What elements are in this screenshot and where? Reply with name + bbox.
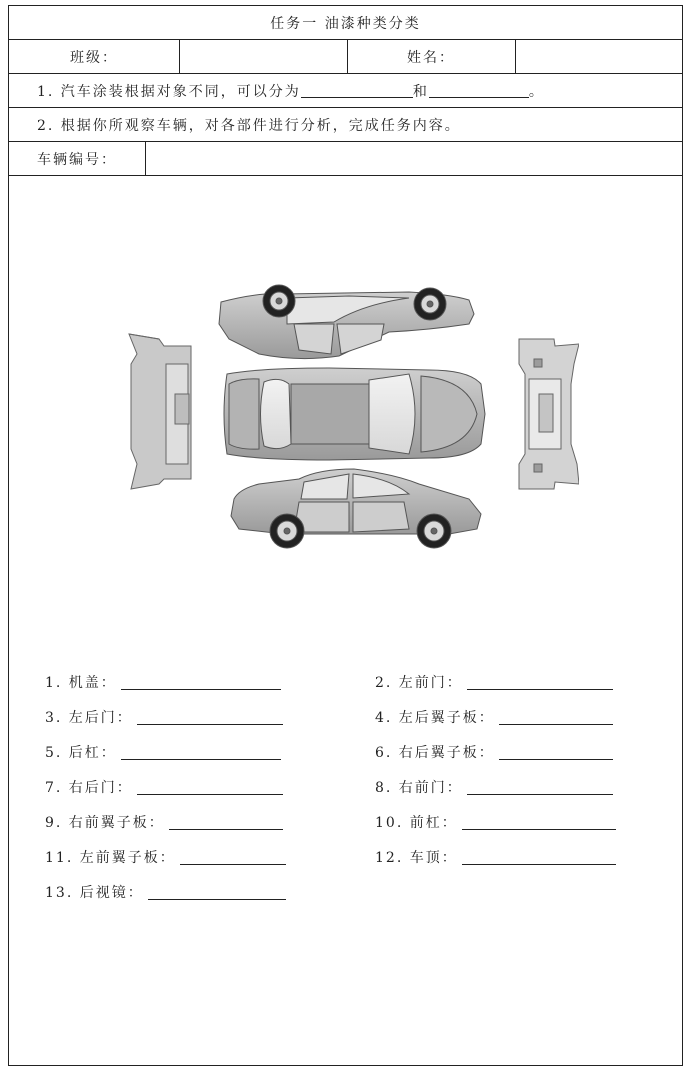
answer-blank-2[interactable] [429, 83, 529, 98]
part-item-8 [375, 777, 613, 797]
name-field[interactable] [515, 40, 682, 73]
answer-line[interactable] [121, 758, 281, 760]
worksheet [8, 5, 683, 1066]
question-1-middle: 和 [412, 83, 429, 100]
vehicle-row [9, 142, 682, 176]
question-1-row [9, 74, 682, 108]
page-title: 任务一 油漆种类分类 [270, 15, 421, 32]
car-top-view [224, 368, 485, 460]
part-label: 1. 机盖： [45, 675, 117, 691]
title-row [9, 6, 682, 40]
vehicle-number-field[interactable] [145, 142, 682, 175]
question-1 [37, 74, 682, 107]
part-item-3 [45, 707, 283, 727]
part-item-13 [45, 882, 286, 902]
answer-blank-1[interactable] [301, 83, 413, 98]
part-item-1 [45, 672, 281, 692]
answer-line[interactable] [467, 688, 613, 690]
answer-line[interactable] [169, 828, 283, 830]
answer-line[interactable] [148, 898, 286, 900]
question-2: 2. 根据你所观察车辆，对各部件进行分析，完成任务内容。 [37, 117, 461, 134]
question-1-suffix: 。 [528, 83, 545, 100]
answer-line[interactable] [121, 688, 281, 690]
answer-line[interactable] [462, 863, 616, 865]
question-1-prefix: 1. 汽车涂装根据对象不同，可以分为 [37, 83, 301, 100]
answer-line[interactable] [467, 793, 613, 795]
question-2-row [9, 108, 682, 142]
answer-line[interactable] [137, 793, 283, 795]
part-label: 3. 左后门： [45, 710, 133, 726]
part-label: 13. 后视镜： [45, 885, 144, 901]
class-label: 班级： [70, 49, 118, 66]
part-label: 5. 后杠： [45, 745, 117, 761]
class-field[interactable] [179, 40, 347, 73]
car-side-top [219, 285, 474, 359]
answer-line[interactable] [180, 863, 286, 865]
part-item-10 [375, 812, 616, 832]
part-item-6 [375, 742, 613, 762]
car-side-bottom [231, 469, 481, 548]
answer-line[interactable] [462, 828, 616, 830]
part-label: 12. 车顶： [375, 850, 458, 866]
part-item-12 [375, 847, 616, 867]
part-label: 8. 右前门： [375, 780, 463, 796]
part-item-11 [45, 847, 286, 867]
part-label: 11. 左前翼子板： [45, 850, 176, 866]
info-row [9, 40, 682, 74]
part-label: 6. 右后翼子板： [375, 745, 495, 761]
vehicle-number-label: 车辆编号： [37, 151, 117, 168]
name-label: 姓名： [407, 49, 455, 66]
part-label: 10. 前杠： [375, 815, 458, 831]
part-item-9 [45, 812, 283, 832]
part-item-4 [375, 707, 613, 727]
part-label: 2. 左前门： [375, 675, 463, 691]
part-item-7 [45, 777, 283, 797]
answer-line[interactable] [499, 723, 613, 725]
part-label: 4. 左后翼子板： [375, 710, 495, 726]
part-label: 9. 右前翼子板： [45, 815, 165, 831]
answer-line[interactable] [499, 758, 613, 760]
car-front-view [519, 339, 579, 489]
car-rear-view [129, 334, 191, 489]
part-item-2 [375, 672, 613, 692]
part-item-5 [45, 742, 281, 762]
car-diagram [109, 284, 579, 549]
answer-line[interactable] [137, 723, 283, 725]
part-label: 7. 右后门： [45, 780, 133, 796]
